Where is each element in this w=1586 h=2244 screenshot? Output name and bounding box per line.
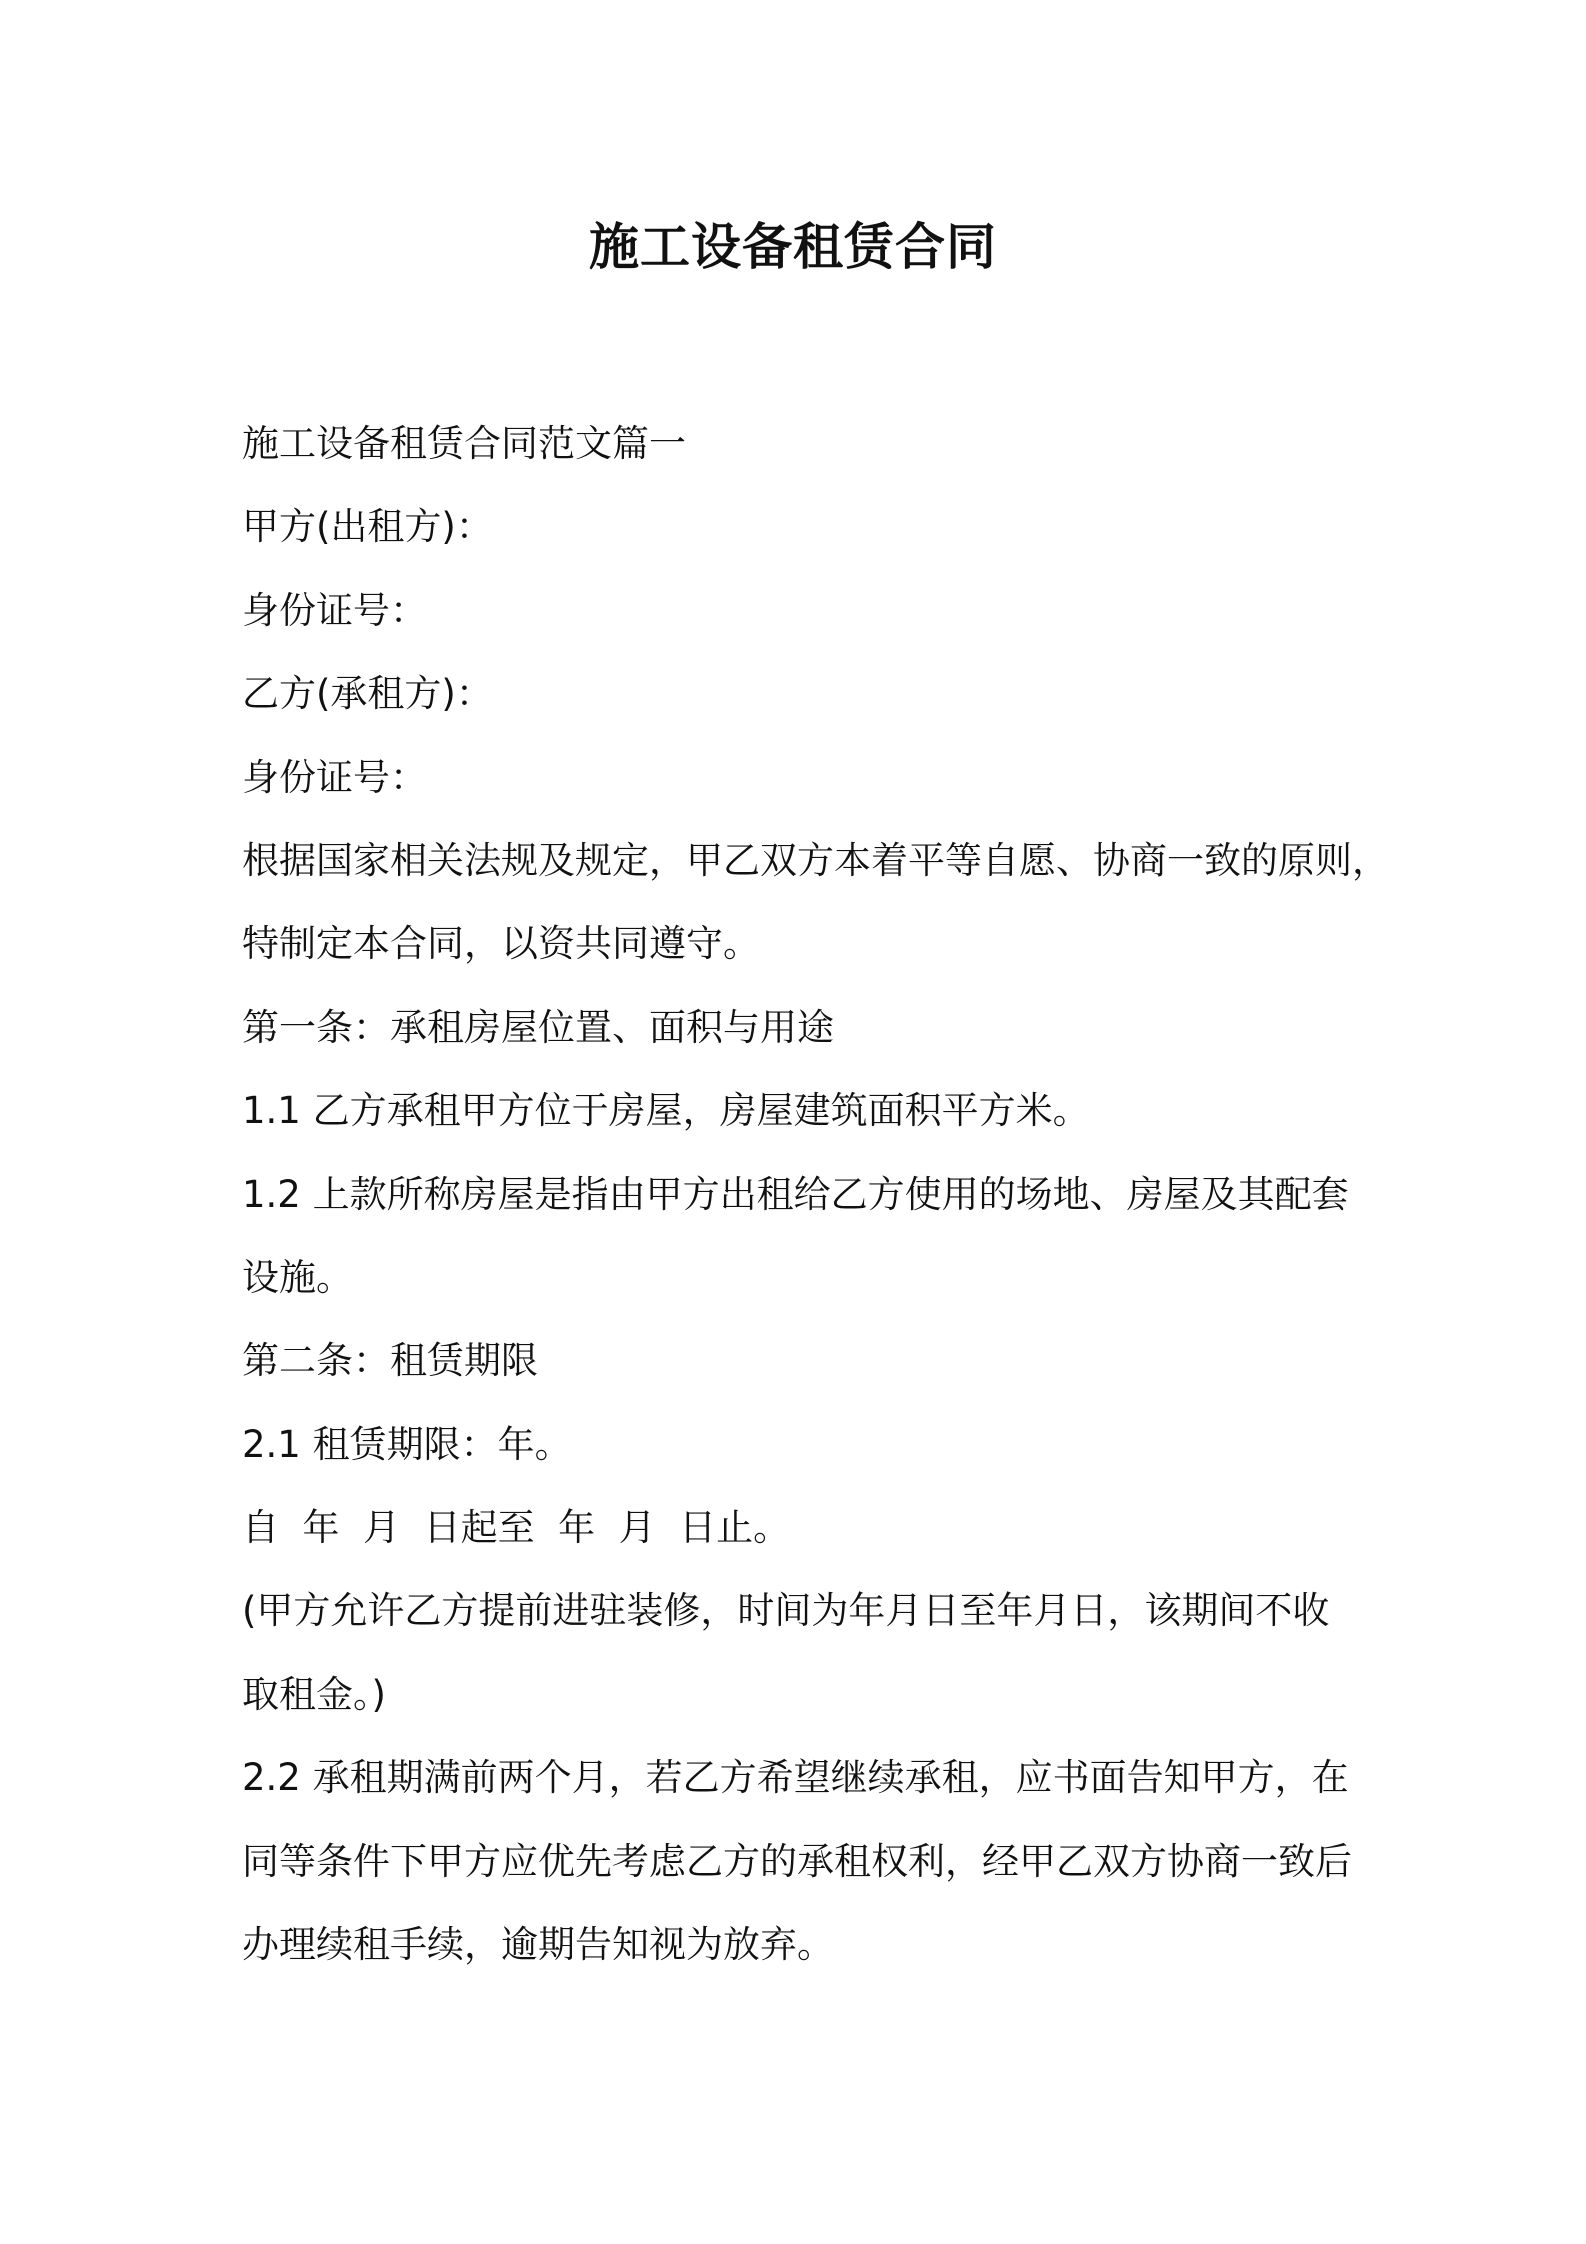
clause-2-2-line-1: 2.2 承租期满前两个月，若乙方希望继续承租，应书面告知甲方，在 <box>242 1756 1349 1800</box>
clause-1-1: 1.1 乙方承租甲方位于房屋，房屋建筑面积平方米。 <box>242 1089 1090 1133</box>
party-a-id-label: 身份证号： <box>242 588 427 632</box>
clause-2-2-line-2: 同等条件下甲方应优先考虑乙方的承租权利，经甲乙双方协商一致后 <box>242 1839 1352 1883</box>
party-a-label: 甲方(出租方)： <box>242 505 493 549</box>
clause-2-2-line-3: 办理续租手续，逾期告知视为放弃。 <box>242 1923 834 1967</box>
clause-1-2-line-2: 设施。 <box>242 1255 353 1299</box>
party-b-label: 乙方(承租方)： <box>242 672 493 716</box>
clause-1-2-line-1: 1.2 上款所称房屋是指由甲方出租给乙方使用的场地、房屋及其配套 <box>242 1172 1349 1216</box>
document-title: 施工设备租赁合同 <box>589 218 997 276</box>
clause-2-1: 2.1 租赁期限：年。 <box>242 1422 572 1466</box>
section-heading-version-one: 施工设备租赁合同范文篇一 <box>242 422 686 465</box>
preamble-line-1: 根据国家相关法规及规定，甲乙双方本着平等自愿、协商一致的原则， <box>242 838 1389 882</box>
article-two-heading: 第二条：租赁期限 <box>242 1339 538 1383</box>
early-entry-note-line-2: 取租金。) <box>242 1672 386 1716</box>
document-body <box>242 402 1389 1986</box>
article-one-heading: 第一条：承租房屋位置、面积与用途 <box>242 1005 834 1049</box>
preamble-line-2: 特制定本合同，以资共同遵守。 <box>242 922 760 966</box>
party-b-id-label: 身份证号： <box>242 755 427 799</box>
lease-period-dates: 自 年 月 日起至 年 月 日止。 <box>242 1506 791 1550</box>
early-entry-note-line-1: (甲方允许乙方提前进驻装修，时间为年月日至年月日，该期间不收 <box>242 1589 1330 1633</box>
